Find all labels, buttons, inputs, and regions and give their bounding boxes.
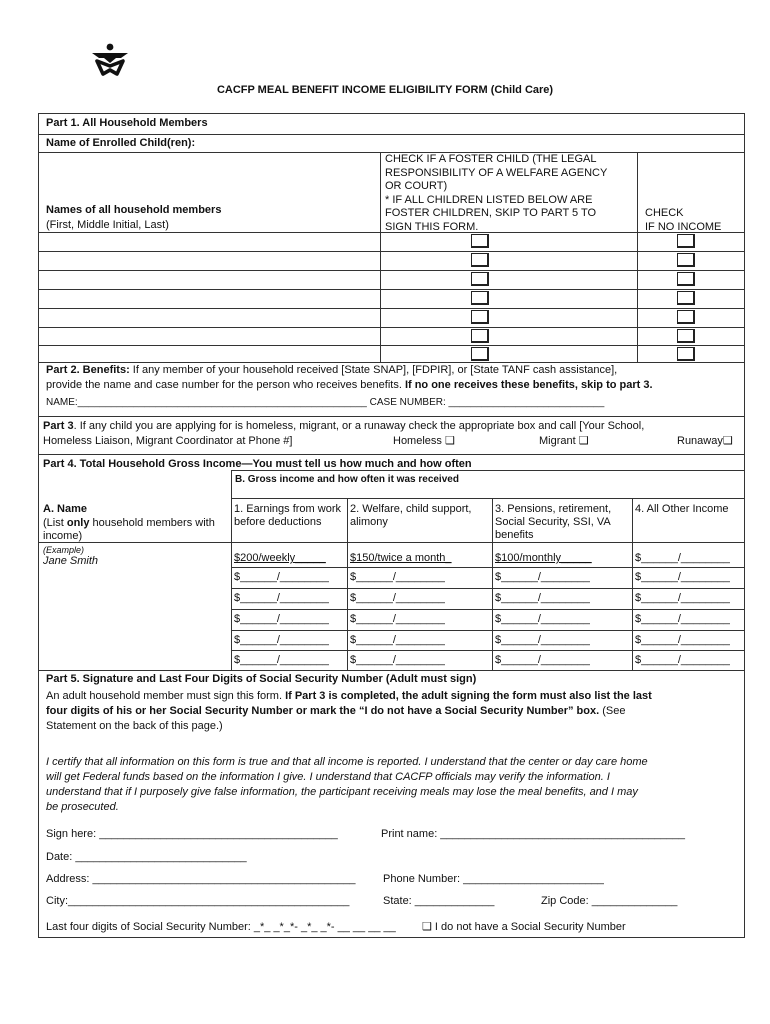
- zip-code-field[interactable]: Zip Code: ______________: [541, 895, 678, 907]
- migrant-checkbox[interactable]: Migrant ❑: [539, 435, 589, 447]
- part2-line1: Part 2. Benefits: If any member of your household received [State SNAP], [FDPIR], or [State TANF cash assistance],: [46, 364, 618, 376]
- part5-intro-line2: four digits of his or her Social Security Number or mark the “I do not have a Social Security Number” box. (See: [46, 705, 626, 717]
- form-title: CACFP MEAL BENEFIT INCOME ELIGIBILITY FORM (Child Care): [216, 84, 554, 96]
- income-field[interactable]: $______/________: [350, 634, 445, 646]
- income-field[interactable]: $______/________: [350, 654, 445, 666]
- income-field[interactable]: $______/________: [234, 592, 329, 604]
- ssn-field[interactable]: Last four digits of Social Security Number: _*_ _*_*- _*_ _*- __ __ __ __: [46, 921, 396, 933]
- sign-here-field[interactable]: Sign here: _______________________________________: [46, 828, 338, 840]
- example-value: $150/twice a month_: [350, 552, 452, 564]
- income-field[interactable]: $______/________: [495, 592, 590, 604]
- income-field[interactable]: $______/________: [234, 654, 329, 666]
- part3-line1: Part 3. If any child you are applying for is homeless, migrant, or a runaway check the appropriate box and call [Your School,: [43, 420, 645, 432]
- certification-statement: I certify that all information on this form is true and that all income is reported. I understand that the center or day care home will get Federal funds based on the information I give. I understand that CACFP officials may verify the information. I understand that if I purposely give false information, the participant receiving meals may lose the meal benefits, and I may be prosecuted.: [46, 756, 648, 813]
- part5-intro-line1: An adult household member must sign this form. If Part 3 is completed, the adult signing the form must also list the last: [46, 690, 652, 702]
- income-field[interactable]: $______/________: [635, 613, 730, 625]
- phone-number-field[interactable]: Phone Number: _______________________: [383, 873, 604, 885]
- part4-col-b-header: B. Gross income and how often it was received: [235, 474, 459, 485]
- city-field[interactable]: City:______________________________________________: [46, 895, 350, 907]
- income-field[interactable]: $______/________: [234, 613, 329, 625]
- runaway-checkbox[interactable]: Runaway❑: [677, 435, 733, 447]
- part5-intro-line3: Statement on the back of this page.): [46, 720, 223, 732]
- foster-checkbox[interactable]: [471, 329, 489, 343]
- income-field[interactable]: $______/________: [234, 634, 329, 646]
- address-field[interactable]: Address: ___________________________________________: [46, 873, 356, 885]
- income-field[interactable]: $______/________: [495, 571, 590, 583]
- part1-heading: Part 1. All Household Members: [46, 117, 208, 129]
- part2-line2: provide the name and case number for the person who receives benefits. If no one receives these benefits, skip to part 3.: [46, 379, 653, 391]
- example-value: $200/weekly_____: [234, 552, 326, 564]
- no-income-checkbox[interactable]: [677, 310, 695, 324]
- part5-heading: Part 5. Signature and Last Four Digits of Social Security Number (Adult must sign): [46, 673, 477, 685]
- no-income-header: CHECK IF NO INCOME: [645, 207, 722, 233]
- income-field[interactable]: $______/________: [635, 654, 730, 666]
- part4-heading: Part 4. Total Household Gross Income—You must tell us how much and how often: [43, 458, 472, 470]
- income-field[interactable]: $______/________: [635, 571, 730, 583]
- income-field[interactable]: $______/________: [495, 613, 590, 625]
- part4-col2-header: 2. Welfare, child support, alimony: [350, 503, 472, 528]
- foster-checkbox[interactable]: [471, 253, 489, 267]
- agency-logo-icon: [86, 43, 134, 77]
- income-field[interactable]: $______/________: [350, 571, 445, 583]
- part2-name-case-fields[interactable]: NAME:____________________________________________________ CASE NUMBER: ____________________________: [46, 397, 605, 408]
- part3-line2: Homeless Liaison, Migrant Coordinator at Phone #]: [43, 435, 293, 447]
- income-field[interactable]: $______/________: [350, 592, 445, 604]
- print-name-field[interactable]: Print name: ________________________________________: [381, 828, 686, 840]
- no-income-checkbox[interactable]: [677, 347, 695, 361]
- foster-checkbox[interactable]: [471, 272, 489, 286]
- foster-checkbox[interactable]: [471, 347, 489, 361]
- homeless-checkbox[interactable]: Homeless ❑: [393, 435, 455, 447]
- foster-checkbox[interactable]: [471, 291, 489, 305]
- income-field[interactable]: $______/________: [635, 592, 730, 604]
- date-field[interactable]: Date: ____________________________: [46, 851, 247, 863]
- enrolled-children-label: Name of Enrolled Child(ren):: [46, 137, 196, 149]
- no-income-checkbox[interactable]: [677, 272, 695, 286]
- part4-col4-header: 4. All Other Income: [635, 503, 729, 515]
- part4-a-name: A. Name: [43, 503, 88, 515]
- income-field[interactable]: $______/________: [495, 634, 590, 646]
- example-value: $100/monthly_____: [495, 552, 592, 564]
- part4-col1-header: 1. Earnings from work before deductions: [234, 503, 341, 528]
- no-income-checkbox[interactable]: [677, 253, 695, 267]
- income-field[interactable]: $______/________: [495, 654, 590, 666]
- income-field[interactable]: $______/________: [234, 571, 329, 583]
- no-income-checkbox[interactable]: [677, 234, 695, 248]
- foster-checkbox[interactable]: [471, 234, 489, 248]
- household-names-sublabel: (First, Middle Initial, Last): [46, 219, 169, 231]
- part4-col3-header: 3. Pensions, retirement, Social Security, SSI, VA benefits: [495, 503, 612, 541]
- household-names-label: Names of all household members: [46, 204, 222, 216]
- state-field[interactable]: State: _____________: [383, 895, 495, 907]
- income-field[interactable]: $______/________: [635, 634, 730, 646]
- no-income-checkbox[interactable]: [677, 329, 695, 343]
- part4-a-sub: (List only household members with: [43, 517, 215, 529]
- part4-a-sub2: income): [43, 530, 83, 542]
- no-ssn-checkbox[interactable]: ❑ I do not have a Social Security Number: [422, 921, 626, 933]
- example-name: Jane Smith: [43, 555, 99, 567]
- eligibility-form: [38, 113, 745, 938]
- example-label: (Example): [43, 545, 85, 555]
- no-income-checkbox[interactable]: [677, 291, 695, 305]
- example-value: $______/________: [635, 552, 730, 564]
- foster-child-header: CHECK IF A FOSTER CHILD (THE LEGAL RESPONSIBILITY OF A WELFARE AGENCY OR COURT) * IF ALL CHILDREN LISTED BELOW ARE FOSTER CHILDREN, SKIP TO PART 5 TO SIGN THIS FORM.: [385, 153, 608, 233]
- income-field[interactable]: $______/________: [350, 613, 445, 625]
- foster-checkbox[interactable]: [471, 310, 489, 324]
